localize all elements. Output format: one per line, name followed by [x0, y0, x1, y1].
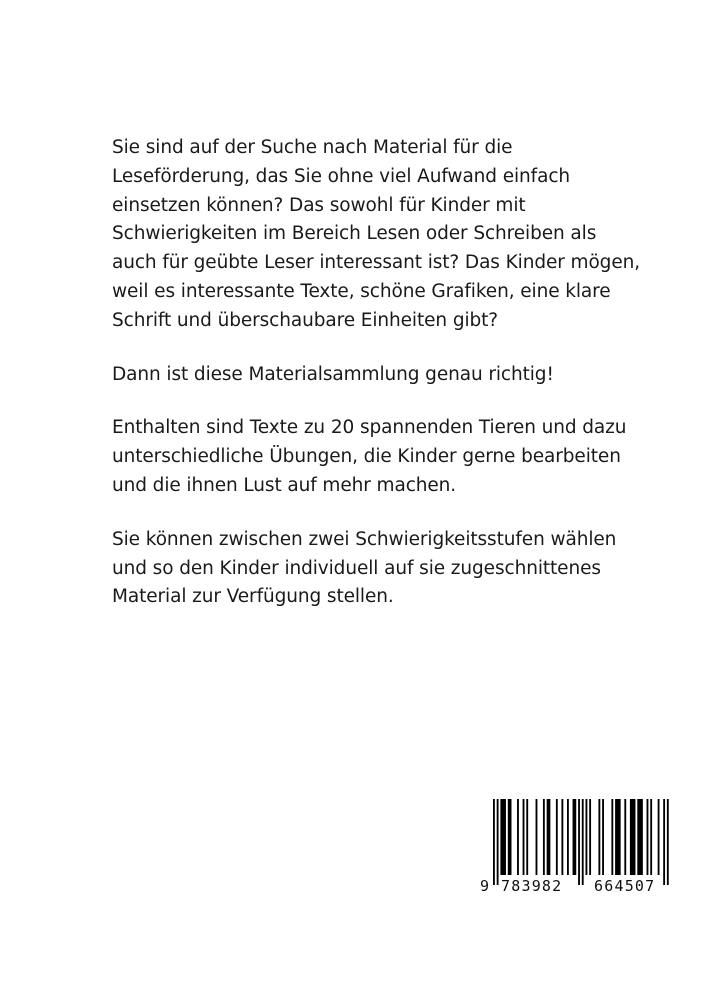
- barcode-bar: [630, 799, 636, 875]
- paragraph-1: [112, 134, 682, 336]
- barcode-bar: [611, 799, 613, 875]
- isbn-barcode: [473, 797, 686, 901]
- text-line: Dann ist diese Materialsammlung genau richtig!: [112, 363, 554, 385]
- barcode-bar: [658, 799, 660, 875]
- barcode-bar: [586, 799, 588, 875]
- text-line: einsetzen können? Das sowohl für Kinder mit: [112, 194, 526, 216]
- text-line: und so den Kinder individuell auf sie zugeschnittenes: [112, 557, 601, 579]
- barcode-bar: [517, 799, 519, 875]
- text-line: Sie können zwischen zwei Schwierigkeitsstufen wählen: [112, 528, 617, 550]
- barcode-guard-bar: [493, 799, 495, 885]
- barcode-bar: [508, 799, 512, 875]
- barcode-digits: [473, 877, 686, 899]
- barcode-guard-bar: [497, 799, 499, 885]
- barcode-bar: [526, 799, 528, 875]
- paragraph-3: [112, 414, 682, 500]
- barcode-digit-group-right: 664507: [594, 877, 656, 895]
- text-line: Schwierigkeiten im Bereich Lesen oder Schreiben als: [112, 223, 597, 245]
- description-text: [112, 134, 682, 637]
- text-line: Material zur Verfügung stellen.: [112, 586, 394, 608]
- barcode-bar: [536, 799, 538, 875]
- barcode-first-digit: 9: [480, 877, 490, 895]
- text-line: Sie sind auf der Suche nach Material für die: [112, 137, 513, 158]
- text-line: unterschiedliche Übungen, die Kinder gerne bearbeiten: [112, 446, 621, 468]
- barcode-bar: [624, 799, 626, 875]
- barcode-bar: [523, 799, 525, 875]
- barcode-bar: [589, 799, 591, 875]
- text-line: Enthalten sind Texte zu 20 spannenden Tieren und dazu: [112, 417, 627, 439]
- barcode-bar: [650, 799, 652, 875]
- barcode-bar: [500, 799, 506, 875]
- text-line: auch für geübte Leser interessant ist? Das Kinder mögen,: [112, 252, 641, 274]
- text-line: Schrift und überschaubare Einheiten gibt?: [112, 309, 499, 331]
- barcode-bar: [602, 799, 604, 875]
- barcode-bar: [615, 799, 621, 875]
- paragraph-2: [112, 361, 682, 390]
- barcode-bar: [637, 799, 643, 875]
- barcode-guard-bar: [578, 799, 580, 885]
- barcode-guard-bar: [667, 799, 669, 885]
- barcode-bar: [547, 799, 551, 875]
- barcode-bar: [647, 799, 649, 875]
- barcode-guard-bar: [663, 799, 665, 885]
- text-line: weil es interessante Texte, schöne Grafiken, eine klare: [112, 280, 611, 302]
- paragraph-4: [112, 526, 682, 612]
- barcode-digit-group-left: 783982: [501, 877, 563, 895]
- text-line: und die ihnen Lust auf mehr machen.: [112, 474, 457, 496]
- barcode-bar: [556, 799, 558, 875]
- barcode-bar: [543, 799, 545, 875]
- barcode-bar: [567, 799, 569, 875]
- barcode-bar: [598, 799, 600, 875]
- barcode-bar: [561, 799, 563, 875]
- barcode-bar: [573, 799, 577, 875]
- barcode-guard-bar: [582, 799, 584, 885]
- text-line: Leseförderung, das Sie ohne viel Aufwand einfach: [112, 165, 571, 187]
